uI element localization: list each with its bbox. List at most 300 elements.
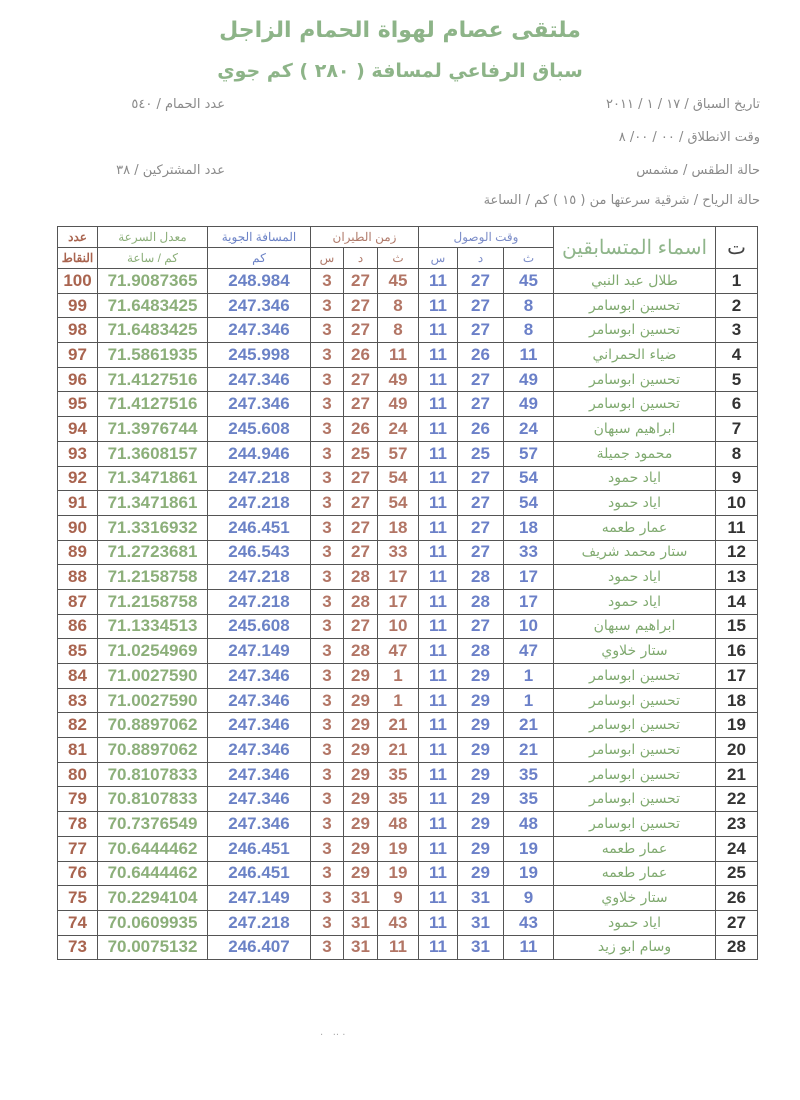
cell-name: ستار خلاوي xyxy=(554,886,716,911)
cell-flight-sec: 19 xyxy=(378,836,419,861)
cell-name: عمار طعمه xyxy=(554,836,716,861)
cell-flight-sec: 54 xyxy=(378,466,419,491)
cell-index: 8 xyxy=(716,441,758,466)
cell-speed: 71.0027590 xyxy=(98,664,208,689)
wind-condition: حالة الرياح / شرقية سرعتها من ( ١٥ ) كم / الساعة xyxy=(483,193,760,208)
table-row xyxy=(58,762,758,787)
cell-index: 6 xyxy=(716,392,758,417)
cell-index: 23 xyxy=(716,812,758,837)
cell-arrival-sec: 19 xyxy=(504,836,554,861)
cell-index: 10 xyxy=(716,491,758,516)
table-row xyxy=(58,392,758,417)
cell-flight-hour: 3 xyxy=(311,269,344,294)
table-row xyxy=(58,515,758,540)
cell-index: 9 xyxy=(716,466,758,491)
table-row xyxy=(58,836,758,861)
cell-speed: 71.0254969 xyxy=(98,639,208,664)
cell-flight-hour: 3 xyxy=(311,318,344,343)
cell-speed: 71.3608157 xyxy=(98,441,208,466)
table-row xyxy=(58,738,758,763)
cell-flight-sec: 45 xyxy=(378,269,419,294)
cell-arrival-min: 27 xyxy=(458,540,504,565)
cell-index: 4 xyxy=(716,343,758,368)
cell-flight-sec: 21 xyxy=(378,738,419,763)
cell-flight-sec: 19 xyxy=(378,861,419,886)
cell-name: تحسين ابوسامر xyxy=(554,392,716,417)
cell-flight-min: 29 xyxy=(344,787,378,812)
cell-arrival-min: 29 xyxy=(458,787,504,812)
table-row xyxy=(58,910,758,935)
cell-speed: 71.3471861 xyxy=(98,466,208,491)
cell-speed: 71.5861935 xyxy=(98,343,208,368)
cell-name: اياد حمود xyxy=(554,466,716,491)
cell-distance: 247.218 xyxy=(208,910,311,935)
cell-arrival-hour: 11 xyxy=(419,269,458,294)
cell-arrival-min: 29 xyxy=(458,836,504,861)
cell-name: تحسين ابوسامر xyxy=(554,367,716,392)
cell-speed: 71.9087365 xyxy=(98,269,208,294)
table-row xyxy=(58,787,758,812)
cell-arrival-min: 28 xyxy=(458,589,504,614)
cell-flight-min: 28 xyxy=(344,639,378,664)
cell-distance: 247.218 xyxy=(208,565,311,590)
cell-distance: 248.984 xyxy=(208,269,311,294)
cell-arrival-sec: 47 xyxy=(504,639,554,664)
scan-marks: · ·· · xyxy=(320,1030,346,1041)
cell-index: 15 xyxy=(716,614,758,639)
cell-distance: 246.543 xyxy=(208,540,311,565)
cell-flight-hour: 3 xyxy=(311,293,344,318)
cell-flight-min: 27 xyxy=(344,540,378,565)
cell-arrival-min: 27 xyxy=(458,269,504,294)
cell-flight-sec: 9 xyxy=(378,886,419,911)
table-row xyxy=(58,861,758,886)
cell-flight-sec: 48 xyxy=(378,812,419,837)
table-row xyxy=(58,589,758,614)
table-row xyxy=(58,367,758,392)
cell-arrival-min: 31 xyxy=(458,886,504,911)
table-row xyxy=(58,614,758,639)
cell-points: 86 xyxy=(58,614,98,639)
cell-points: 100 xyxy=(58,269,98,294)
cell-index: 13 xyxy=(716,565,758,590)
cell-distance: 247.346 xyxy=(208,713,311,738)
cell-flight-min: 27 xyxy=(344,269,378,294)
cell-arrival-hour: 11 xyxy=(419,812,458,837)
cell-name: ضياء الحمراني xyxy=(554,343,716,368)
cell-arrival-sec: 48 xyxy=(504,812,554,837)
cell-distance: 246.407 xyxy=(208,935,311,960)
cell-arrival-sec: 8 xyxy=(504,318,554,343)
cell-speed: 71.6483425 xyxy=(98,293,208,318)
cell-points: 99 xyxy=(58,293,98,318)
cell-arrival-sec: 45 xyxy=(504,269,554,294)
header-arrival-min: د xyxy=(458,248,504,269)
cell-flight-min: 28 xyxy=(344,565,378,590)
cell-flight-hour: 3 xyxy=(311,787,344,812)
cell-arrival-sec: 11 xyxy=(504,935,554,960)
cell-flight-hour: 3 xyxy=(311,738,344,763)
cell-arrival-sec: 19 xyxy=(504,861,554,886)
table-row xyxy=(58,812,758,837)
cell-speed: 71.1334513 xyxy=(98,614,208,639)
cell-arrival-min: 29 xyxy=(458,861,504,886)
header-flight-sec: ث xyxy=(378,248,419,269)
table-row xyxy=(58,886,758,911)
cell-arrival-sec: 21 xyxy=(504,738,554,763)
cell-arrival-sec: 33 xyxy=(504,540,554,565)
cell-arrival-hour: 11 xyxy=(419,713,458,738)
cell-flight-min: 27 xyxy=(344,614,378,639)
cell-flight-min: 25 xyxy=(344,441,378,466)
cell-points: 77 xyxy=(58,836,98,861)
cell-arrival-sec: 21 xyxy=(504,713,554,738)
cell-points: 79 xyxy=(58,787,98,812)
cell-index: 11 xyxy=(716,515,758,540)
cell-arrival-min: 29 xyxy=(458,762,504,787)
cell-speed: 71.6483425 xyxy=(98,318,208,343)
table-row xyxy=(58,713,758,738)
cell-arrival-min: 26 xyxy=(458,343,504,368)
cell-name: عمار طعمه xyxy=(554,515,716,540)
cell-distance: 247.346 xyxy=(208,738,311,763)
cell-name: تحسين ابوسامر xyxy=(554,787,716,812)
cell-points: 89 xyxy=(58,540,98,565)
cell-flight-sec: 17 xyxy=(378,589,419,614)
header-flight-min: د xyxy=(344,248,378,269)
header-km: كم xyxy=(208,248,311,269)
document-title: ملتقى عصام لهواة الحمام الزاجل xyxy=(219,18,581,43)
cell-arrival-sec: 17 xyxy=(504,589,554,614)
cell-flight-hour: 3 xyxy=(311,713,344,738)
table-row xyxy=(58,540,758,565)
cell-speed: 71.4127516 xyxy=(98,367,208,392)
cell-index: 14 xyxy=(716,589,758,614)
cell-flight-hour: 3 xyxy=(311,836,344,861)
cell-flight-sec: 8 xyxy=(378,318,419,343)
cell-arrival-hour: 11 xyxy=(419,861,458,886)
cell-points: 78 xyxy=(58,812,98,837)
cell-name: تحسين ابوسامر xyxy=(554,762,716,787)
cell-flight-min: 29 xyxy=(344,713,378,738)
cell-index: 17 xyxy=(716,664,758,689)
cell-flight-hour: 3 xyxy=(311,812,344,837)
cell-flight-min: 31 xyxy=(344,935,378,960)
cell-arrival-min: 27 xyxy=(458,614,504,639)
cell-name: اياد حمود xyxy=(554,491,716,516)
cell-points: 92 xyxy=(58,466,98,491)
cell-name: وسام ابو زيد xyxy=(554,935,716,960)
cell-name: ابراهيم سبهان xyxy=(554,614,716,639)
cell-index: 24 xyxy=(716,836,758,861)
cell-flight-hour: 3 xyxy=(311,417,344,442)
cell-flight-hour: 3 xyxy=(311,886,344,911)
cell-arrival-min: 31 xyxy=(458,935,504,960)
cell-distance: 245.608 xyxy=(208,417,311,442)
race-date: تاريخ السباق / ١٧ / ١ / ٢٠١١ xyxy=(606,97,760,112)
header-index: ت xyxy=(716,227,758,269)
cell-flight-hour: 3 xyxy=(311,491,344,516)
cell-name: طلال عبد النبي xyxy=(554,269,716,294)
cell-index: 5 xyxy=(716,367,758,392)
cell-flight-min: 27 xyxy=(344,491,378,516)
cell-flight-min: 29 xyxy=(344,688,378,713)
cell-index: 19 xyxy=(716,713,758,738)
cell-flight-sec: 11 xyxy=(378,343,419,368)
cell-arrival-sec: 24 xyxy=(504,417,554,442)
cell-arrival-sec: 11 xyxy=(504,343,554,368)
cell-arrival-hour: 11 xyxy=(419,762,458,787)
cell-distance: 247.346 xyxy=(208,392,311,417)
cell-points: 87 xyxy=(58,589,98,614)
cell-flight-sec: 10 xyxy=(378,614,419,639)
weather: حالة الطقس / مشمس xyxy=(636,163,760,178)
cell-distance: 247.346 xyxy=(208,812,311,837)
cell-flight-sec: 43 xyxy=(378,910,419,935)
cell-distance: 246.451 xyxy=(208,836,311,861)
header-arrival: وقت الوصول xyxy=(419,227,554,248)
cell-index: 20 xyxy=(716,738,758,763)
cell-speed: 71.2158758 xyxy=(98,565,208,590)
cell-flight-sec: 47 xyxy=(378,639,419,664)
cell-flight-hour: 3 xyxy=(311,614,344,639)
cell-speed: 71.3471861 xyxy=(98,491,208,516)
cell-flight-sec: 49 xyxy=(378,367,419,392)
cell-arrival-hour: 11 xyxy=(419,688,458,713)
cell-index: 3 xyxy=(716,318,758,343)
cell-flight-min: 26 xyxy=(344,417,378,442)
cell-arrival-hour: 11 xyxy=(419,836,458,861)
cell-flight-min: 28 xyxy=(344,589,378,614)
cell-flight-hour: 3 xyxy=(311,515,344,540)
cell-flight-min: 27 xyxy=(344,466,378,491)
cell-flight-min: 27 xyxy=(344,392,378,417)
cell-flight-hour: 3 xyxy=(311,589,344,614)
document-subtitle: سباق الرفاعي لمسافة ( ٢٨٠ ) كم جوي xyxy=(217,60,583,82)
cell-points: 94 xyxy=(58,417,98,442)
cell-flight-sec: 1 xyxy=(378,688,419,713)
table-row xyxy=(58,688,758,713)
cell-arrival-hour: 11 xyxy=(419,343,458,368)
cell-flight-min: 27 xyxy=(344,318,378,343)
cell-points: 96 xyxy=(58,367,98,392)
cell-arrival-sec: 49 xyxy=(504,392,554,417)
cell-distance: 247.218 xyxy=(208,491,311,516)
cell-name: تحسين ابوسامر xyxy=(554,812,716,837)
cell-flight-hour: 3 xyxy=(311,540,344,565)
cell-arrival-sec: 18 xyxy=(504,515,554,540)
cell-arrival-min: 29 xyxy=(458,738,504,763)
cell-distance: 245.608 xyxy=(208,614,311,639)
start-time: وقت الانطلاق / ٠٠ / ٠٠/ ٨ xyxy=(618,130,760,145)
header-kmh: كم / ساعة xyxy=(98,248,208,269)
cell-arrival-sec: 54 xyxy=(504,491,554,516)
cell-flight-sec: 57 xyxy=(378,441,419,466)
cell-points: 91 xyxy=(58,491,98,516)
table-row xyxy=(58,441,758,466)
cell-points: 84 xyxy=(58,664,98,689)
cell-points: 82 xyxy=(58,713,98,738)
cell-index: 12 xyxy=(716,540,758,565)
cell-speed: 71.2158758 xyxy=(98,589,208,614)
cell-distance: 247.346 xyxy=(208,318,311,343)
table-row xyxy=(58,935,758,960)
cell-arrival-hour: 11 xyxy=(419,614,458,639)
cell-arrival-min: 26 xyxy=(458,417,504,442)
header-arrival-sec: ث xyxy=(504,248,554,269)
header-flight: زمن الطيران xyxy=(311,227,419,248)
cell-arrival-min: 31 xyxy=(458,910,504,935)
cell-arrival-hour: 11 xyxy=(419,886,458,911)
cell-name: تحسين ابوسامر xyxy=(554,738,716,763)
cell-name: اياد حمود xyxy=(554,910,716,935)
cell-speed: 71.0027590 xyxy=(98,688,208,713)
cell-arrival-hour: 11 xyxy=(419,910,458,935)
cell-speed: 71.2723681 xyxy=(98,540,208,565)
table-row xyxy=(58,269,758,294)
cell-arrival-min: 29 xyxy=(458,713,504,738)
cell-arrival-sec: 49 xyxy=(504,367,554,392)
cell-arrival-hour: 11 xyxy=(419,441,458,466)
cell-flight-hour: 3 xyxy=(311,466,344,491)
cell-arrival-sec: 54 xyxy=(504,466,554,491)
cell-arrival-sec: 8 xyxy=(504,293,554,318)
table-row xyxy=(58,293,758,318)
pigeon-count: عدد الحمام / ٥٤٠ xyxy=(131,97,225,112)
cell-points: 90 xyxy=(58,515,98,540)
cell-points: 95 xyxy=(58,392,98,417)
cell-index: 27 xyxy=(716,910,758,935)
cell-speed: 70.8897062 xyxy=(98,738,208,763)
cell-index: 18 xyxy=(716,688,758,713)
cell-flight-sec: 8 xyxy=(378,293,419,318)
cell-flight-hour: 3 xyxy=(311,910,344,935)
cell-flight-min: 26 xyxy=(344,343,378,368)
cell-distance: 247.346 xyxy=(208,688,311,713)
cell-arrival-hour: 11 xyxy=(419,367,458,392)
cell-flight-sec: 1 xyxy=(378,664,419,689)
cell-arrival-min: 25 xyxy=(458,441,504,466)
cell-flight-min: 29 xyxy=(344,738,378,763)
cell-flight-hour: 3 xyxy=(311,688,344,713)
cell-points: 88 xyxy=(58,565,98,590)
cell-speed: 70.8107833 xyxy=(98,762,208,787)
cell-speed: 70.2294104 xyxy=(98,886,208,911)
header-points-2: النقاط xyxy=(58,248,98,269)
header-arrival-hour: س xyxy=(419,248,458,269)
cell-arrival-min: 27 xyxy=(458,293,504,318)
cell-points: 97 xyxy=(58,343,98,368)
table-row xyxy=(58,664,758,689)
cell-index: 26 xyxy=(716,886,758,911)
cell-points: 74 xyxy=(58,910,98,935)
cell-flight-sec: 21 xyxy=(378,713,419,738)
table-row xyxy=(58,318,758,343)
cell-points: 98 xyxy=(58,318,98,343)
cell-name: تحسين ابوسامر xyxy=(554,293,716,318)
cell-distance: 245.998 xyxy=(208,343,311,368)
cell-flight-min: 29 xyxy=(344,664,378,689)
cell-arrival-hour: 11 xyxy=(419,738,458,763)
cell-flight-hour: 3 xyxy=(311,861,344,886)
cell-speed: 70.6444462 xyxy=(98,836,208,861)
cell-arrival-sec: 35 xyxy=(504,787,554,812)
cell-flight-min: 27 xyxy=(344,293,378,318)
cell-arrival-hour: 11 xyxy=(419,540,458,565)
cell-name: ستار محمد شريف xyxy=(554,540,716,565)
cell-flight-sec: 33 xyxy=(378,540,419,565)
cell-name: تحسين ابوسامر xyxy=(554,713,716,738)
cell-arrival-min: 27 xyxy=(458,318,504,343)
cell-speed: 70.7376549 xyxy=(98,812,208,837)
cell-arrival-sec: 1 xyxy=(504,688,554,713)
cell-name: ستار خلاوي xyxy=(554,639,716,664)
cell-arrival-sec: 1 xyxy=(504,664,554,689)
cell-arrival-hour: 11 xyxy=(419,417,458,442)
cell-arrival-min: 29 xyxy=(458,812,504,837)
cell-arrival-hour: 11 xyxy=(419,491,458,516)
cell-name: ابراهيم سبهان xyxy=(554,417,716,442)
cell-speed: 70.0609935 xyxy=(98,910,208,935)
cell-points: 73 xyxy=(58,935,98,960)
cell-index: 2 xyxy=(716,293,758,318)
cell-flight-min: 29 xyxy=(344,812,378,837)
cell-speed: 70.8107833 xyxy=(98,787,208,812)
cell-speed: 70.0075132 xyxy=(98,935,208,960)
table-row xyxy=(58,491,758,516)
cell-flight-sec: 17 xyxy=(378,565,419,590)
cell-arrival-hour: 11 xyxy=(419,565,458,590)
table-row xyxy=(58,417,758,442)
cell-distance: 247.346 xyxy=(208,293,311,318)
cell-distance: 247.149 xyxy=(208,639,311,664)
cell-name: تحسين ابوسامر xyxy=(554,318,716,343)
cell-arrival-sec: 57 xyxy=(504,441,554,466)
cell-arrival-min: 27 xyxy=(458,466,504,491)
cell-flight-hour: 3 xyxy=(311,935,344,960)
cell-points: 75 xyxy=(58,886,98,911)
header-names: اسماء المتسابقين xyxy=(554,227,716,269)
header-points: عدد xyxy=(58,227,98,248)
cell-flight-sec: 18 xyxy=(378,515,419,540)
cell-flight-hour: 3 xyxy=(311,441,344,466)
cell-arrival-sec: 10 xyxy=(504,614,554,639)
cell-flight-sec: 24 xyxy=(378,417,419,442)
cell-speed: 71.3316932 xyxy=(98,515,208,540)
cell-name: عمار طعمه xyxy=(554,861,716,886)
cell-arrival-hour: 11 xyxy=(419,639,458,664)
cell-distance: 247.149 xyxy=(208,886,311,911)
cell-points: 80 xyxy=(58,762,98,787)
cell-distance: 247.346 xyxy=(208,664,311,689)
cell-distance: 247.346 xyxy=(208,367,311,392)
cell-index: 28 xyxy=(716,935,758,960)
header-distance: المسافة الجوية xyxy=(208,227,311,248)
cell-speed: 71.4127516 xyxy=(98,392,208,417)
cell-flight-min: 31 xyxy=(344,886,378,911)
cell-flight-hour: 3 xyxy=(311,762,344,787)
cell-arrival-hour: 11 xyxy=(419,787,458,812)
cell-flight-hour: 3 xyxy=(311,664,344,689)
cell-distance: 246.451 xyxy=(208,861,311,886)
cell-flight-sec: 11 xyxy=(378,935,419,960)
cell-flight-sec: 54 xyxy=(378,491,419,516)
cell-arrival-hour: 11 xyxy=(419,392,458,417)
cell-name: اياد حمود xyxy=(554,589,716,614)
cell-arrival-sec: 43 xyxy=(504,910,554,935)
cell-speed: 70.6444462 xyxy=(98,861,208,886)
cell-arrival-min: 27 xyxy=(458,515,504,540)
